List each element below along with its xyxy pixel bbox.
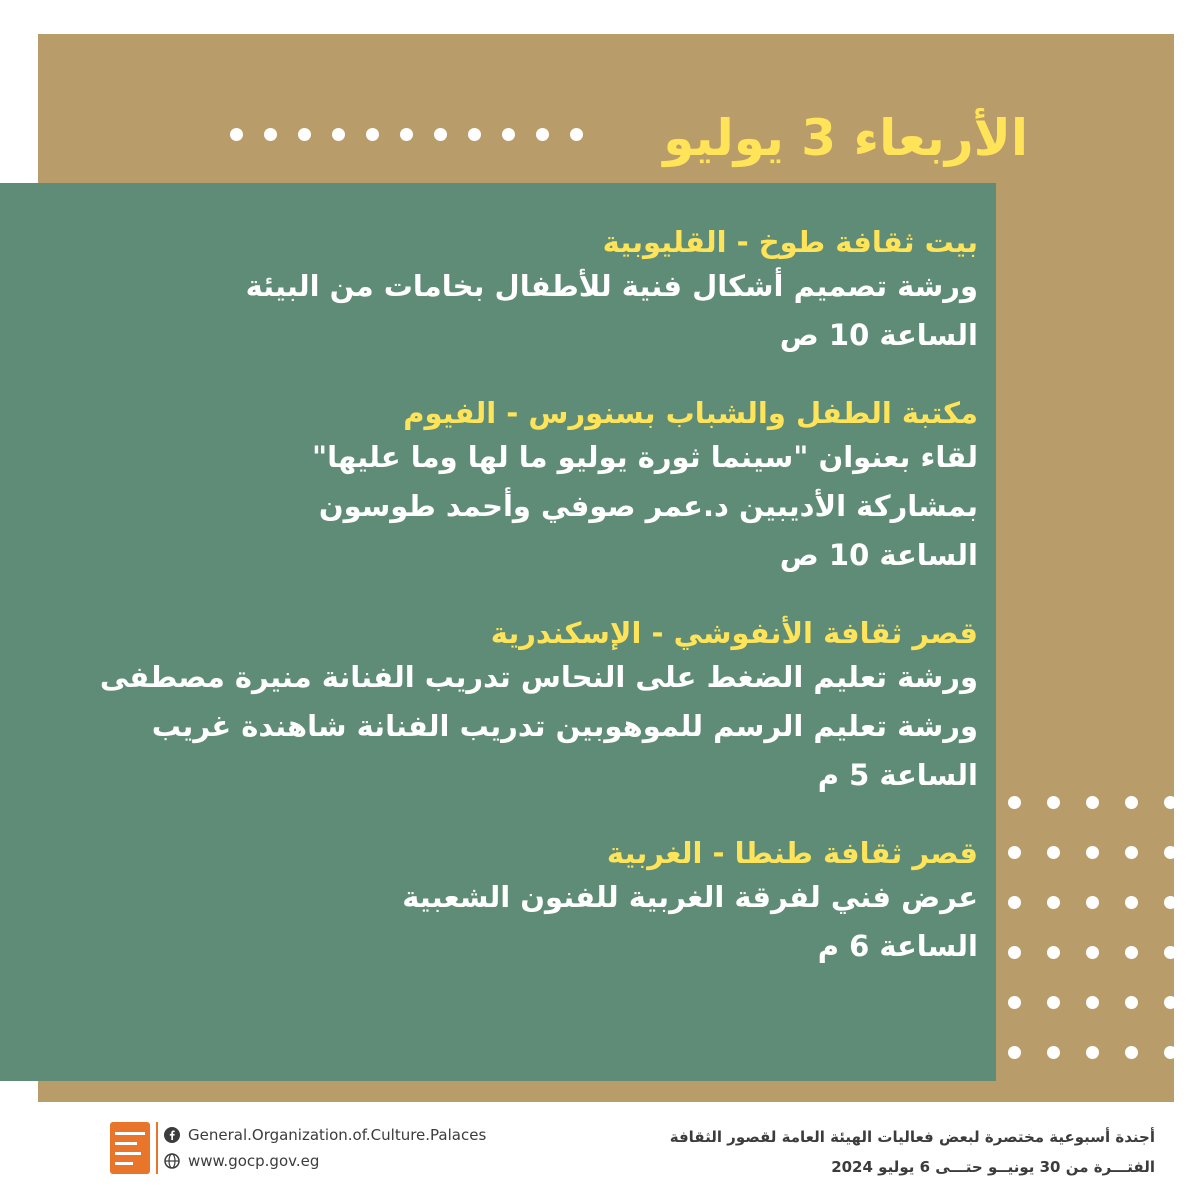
dot-icon bbox=[536, 128, 549, 141]
dot-icon bbox=[1047, 796, 1060, 809]
dot-icon bbox=[298, 128, 311, 141]
events-list bbox=[78, 222, 978, 1004]
decorative-dot-grid bbox=[1008, 796, 1178, 1059]
agenda-period: الفتـــرة من 30 يونيــو حتـــى 6 يوليو 2024 bbox=[831, 1158, 1155, 1176]
dot-icon bbox=[502, 128, 515, 141]
dot-icon bbox=[1047, 896, 1060, 909]
dot-icon bbox=[1086, 1046, 1099, 1059]
dot-icon bbox=[1164, 796, 1177, 809]
dot-icon bbox=[1047, 946, 1060, 959]
dot-icon bbox=[1086, 996, 1099, 1009]
event-description: لقاء بعنوان "سينما ثورة يوليو ما لها وما عليها" bbox=[312, 440, 978, 474]
dot-icon bbox=[1125, 946, 1138, 959]
footer-divider bbox=[156, 1122, 158, 1174]
dot-icon bbox=[1164, 896, 1177, 909]
dot-icon bbox=[230, 128, 243, 141]
dot-icon bbox=[1047, 846, 1060, 859]
facebook-link[interactable] bbox=[164, 1122, 486, 1148]
gocp-logo-icon bbox=[110, 1122, 150, 1174]
event-venue-title: بيت ثقافة طوخ - القليوبية bbox=[602, 225, 978, 259]
dot-icon bbox=[468, 128, 481, 141]
dot-icon bbox=[1086, 946, 1099, 959]
agenda-info bbox=[670, 1126, 1155, 1182]
dot-icon bbox=[264, 128, 277, 141]
dot-icon bbox=[1008, 996, 1021, 1009]
dot-icon bbox=[400, 128, 413, 141]
facebook-icon bbox=[164, 1127, 180, 1143]
event-description: ورشة تصميم أشكال فنية للأطفال بخامات من البيئة bbox=[245, 269, 978, 303]
dot-icon bbox=[366, 128, 379, 141]
dot-icon bbox=[434, 128, 447, 141]
event-time: الساعة 5 م bbox=[817, 758, 978, 792]
dot-icon bbox=[1125, 1046, 1138, 1059]
event-venue-title: مكتبة الطفل والشباب بسنورس - الفيوم bbox=[403, 396, 978, 430]
dot-icon bbox=[1008, 1046, 1021, 1059]
event-time: الساعة 10 ص bbox=[779, 318, 978, 352]
contact-info bbox=[164, 1122, 486, 1174]
dot-icon bbox=[570, 128, 583, 141]
event-time: الساعة 10 ص bbox=[779, 538, 978, 572]
decorative-dot-row bbox=[230, 128, 583, 141]
event-venue-title: قصر ثقافة طنطا - الغربية bbox=[606, 836, 978, 870]
dot-icon bbox=[1164, 1046, 1177, 1059]
website-url: www.gocp.gov.eg bbox=[188, 1152, 320, 1170]
dot-icon bbox=[1008, 896, 1021, 909]
dot-icon bbox=[1086, 896, 1099, 909]
day-date-heading: الأربعاء 3 يوليو bbox=[663, 109, 1028, 167]
event-item bbox=[78, 833, 978, 971]
dot-icon bbox=[1125, 846, 1138, 859]
globe-icon bbox=[164, 1153, 180, 1169]
dot-icon bbox=[1125, 996, 1138, 1009]
dot-icon bbox=[1164, 996, 1177, 1009]
agenda-title: أجندة أسبوعية مختصرة لبعض فعاليات الهيئة العامة لقصور الثقافة bbox=[669, 1128, 1155, 1146]
event-venue-title: قصر ثقافة الأنفوشي - الإسكندرية bbox=[490, 616, 978, 650]
dot-icon bbox=[1047, 1046, 1060, 1059]
dot-icon bbox=[1164, 946, 1177, 959]
event-participants: بمشاركة الأديبين د.عمر صوفي وأحمد طوسون bbox=[318, 489, 978, 523]
event-description: عرض فني لفرقة الغربية للفنون الشعبية bbox=[402, 880, 978, 914]
facebook-page-name: General.Organization.of.Culture.Palaces bbox=[188, 1126, 487, 1144]
dot-icon bbox=[1008, 946, 1021, 959]
dot-icon bbox=[1086, 846, 1099, 859]
event-item bbox=[78, 393, 978, 580]
dot-icon bbox=[1125, 796, 1138, 809]
dot-icon bbox=[1008, 796, 1021, 809]
event-item bbox=[78, 613, 978, 800]
dot-icon bbox=[332, 128, 345, 141]
dot-icon bbox=[1125, 896, 1138, 909]
event-item bbox=[78, 222, 978, 360]
dot-icon bbox=[1008, 846, 1021, 859]
dot-icon bbox=[1164, 846, 1177, 859]
dot-icon bbox=[1086, 796, 1099, 809]
dot-icon bbox=[1047, 996, 1060, 1009]
event-description: ورشة تعليم الرسم للموهوبين تدريب الفنانة شاهندة غريب bbox=[151, 709, 978, 743]
website-link[interactable] bbox=[164, 1148, 486, 1174]
event-description: ورشة تعليم الضغط على النحاس تدريب الفنانة منيرة مصطفى bbox=[99, 660, 978, 694]
event-time: الساعة 6 م bbox=[817, 929, 978, 963]
